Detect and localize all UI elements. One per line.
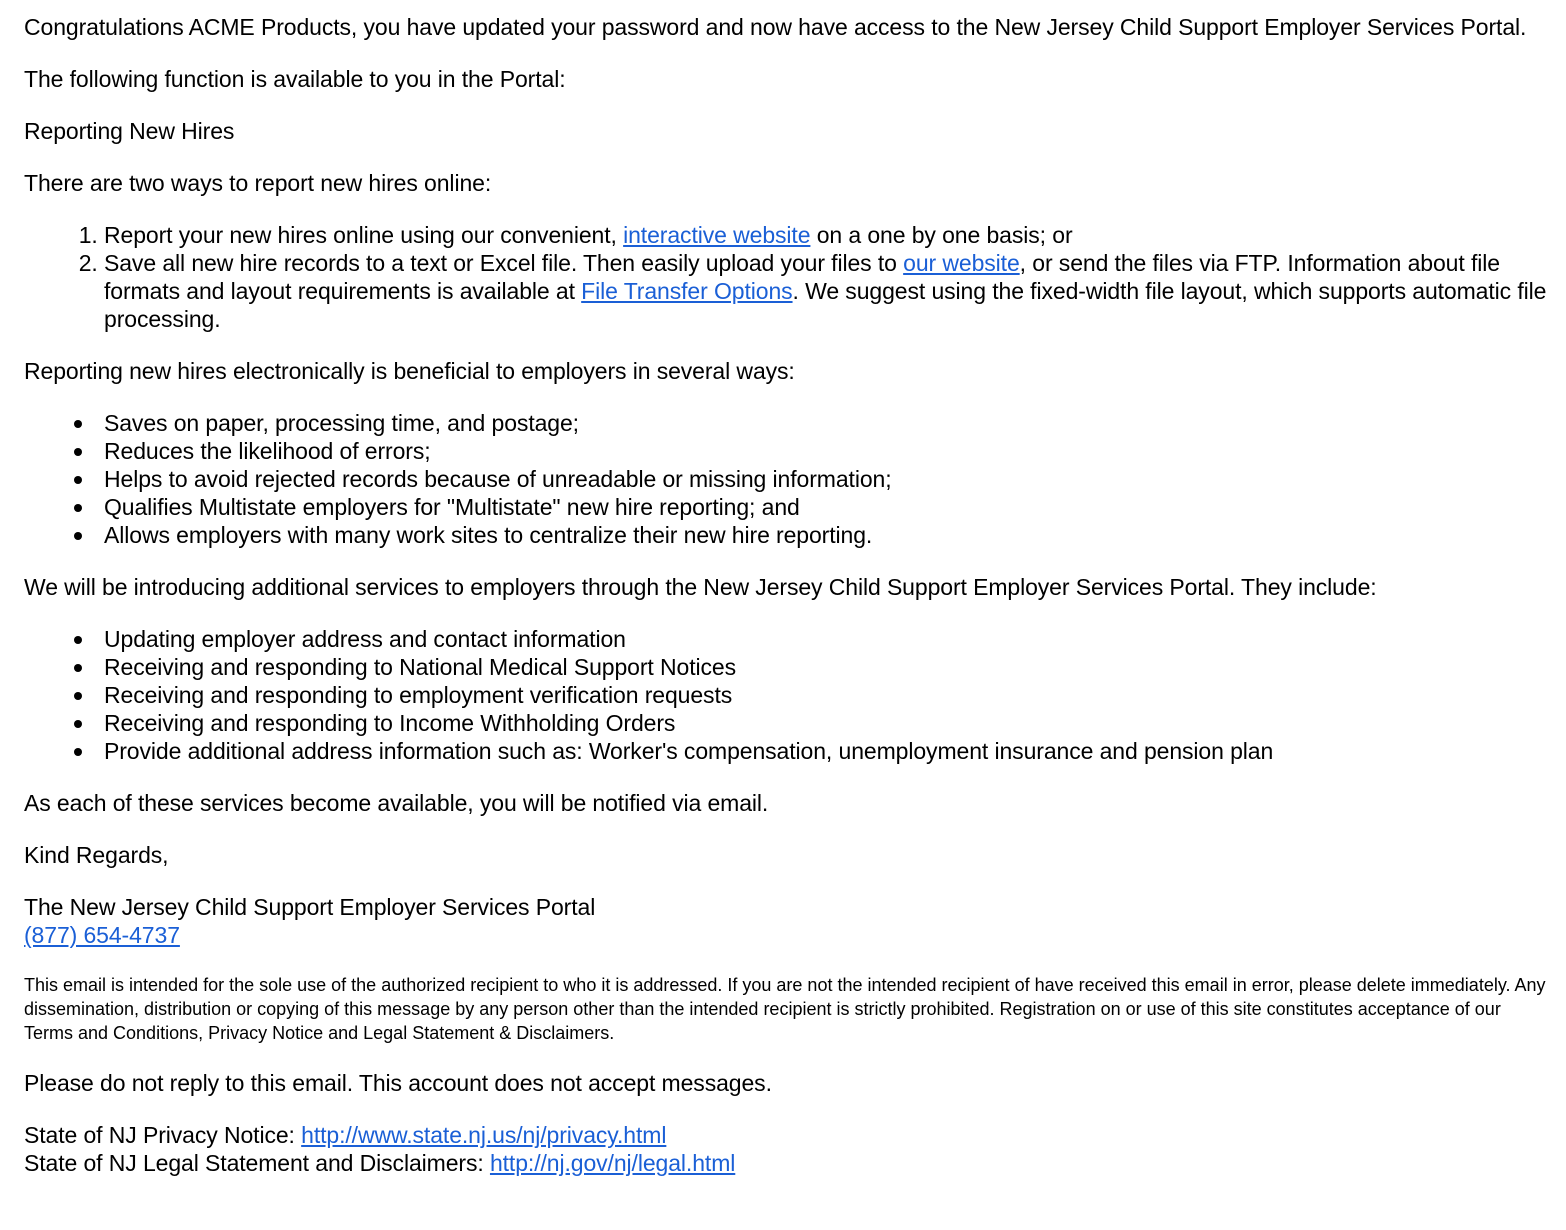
benefits-list — [24, 409, 1548, 549]
benefit-text: Reduces the likelihood of errors; — [104, 438, 431, 464]
benefits-list-item — [104, 493, 1548, 521]
bullet-icon — [74, 476, 82, 484]
services-list — [24, 625, 1548, 765]
privacy-url-link[interactable]: http://www.state.nj.us/nj/privacy.html — [301, 1122, 667, 1148]
services-list-item — [104, 737, 1548, 765]
benefit-text: Allows employers with many work sites to centralize their new hire reporting. — [104, 522, 873, 548]
ways-list — [24, 221, 1548, 333]
bullet-icon — [74, 664, 82, 672]
bullet-icon — [74, 692, 82, 700]
bullet-icon — [74, 420, 82, 428]
signature-name: The New Jersey Child Support Employer Services Portal — [24, 894, 596, 920]
our-website-link[interactable]: our website — [903, 250, 1020, 276]
benefit-text: Saves on paper, processing time, and postage; — [104, 410, 579, 436]
functions-intro: The following function is available to you in the Portal: — [24, 66, 566, 92]
benefits-list-item — [104, 437, 1548, 465]
legal-statement-line — [24, 1149, 1548, 1177]
benefits-intro: Reporting new hires electronically is beneficial to employers in several ways: — [24, 358, 795, 384]
benefit-text: Helps to avoid rejected records because of unreadable or missing information; — [104, 466, 892, 492]
way-2-text-middle: , or send the files via FTP. Information about file formats and layout requirements is available at — [104, 250, 1500, 304]
benefit-text: Qualifies Multistate employers for "Multistate" new hire reporting; and — [104, 494, 800, 520]
bullet-icon — [74, 532, 82, 540]
service-text: Receiving and responding to employment verification requests — [104, 682, 733, 708]
way-1-text-after: on a one by one basis; or — [810, 222, 1073, 248]
service-text: Receiving and responding to National Medical Support Notices — [104, 654, 736, 680]
bullet-icon — [74, 448, 82, 456]
way-1-text-before: Report your new hires online using our convenient, — [104, 222, 624, 248]
file-transfer-options-link[interactable]: File Transfer Options — [581, 278, 793, 304]
legal-label: State of NJ Legal Statement and Disclaimers: — [24, 1150, 490, 1176]
intro-paragraph: Congratulations ACME Products, you have updated your password and now have access to the New Jersey Child Support Employer Services Portal. — [24, 14, 1527, 40]
phone-link[interactable]: (877) 654-4737 — [24, 922, 180, 948]
services-list-item — [104, 625, 1548, 653]
bullet-icon — [74, 748, 82, 756]
services-list-item — [104, 681, 1548, 709]
legal-url-link[interactable]: http://nj.gov/nj/legal.html — [489, 1150, 736, 1176]
no-reply-notice: Please do not reply to this email. This account does not accept messages. — [24, 1070, 772, 1096]
ways-intro: There are two ways to report new hires online: — [24, 170, 492, 196]
way-2-text-before: Save all new hire records to a text or Excel file. Then easily upload your files to — [104, 250, 904, 276]
service-text: Provide additional address information such as: Worker's compensation, unemployment insurance and pension plan — [104, 738, 1274, 764]
way-2-text-after: . We suggest using the fixed-width file layout, which supports automatic file processing. — [104, 278, 1547, 332]
services-intro: We will be introducing additional services to employers through the New Jersey Child Support Employer Services Portal. They include: — [24, 574, 1377, 600]
benefits-list-item — [104, 521, 1548, 549]
service-text: Updating employer address and contact information — [104, 626, 626, 652]
benefits-list-item — [104, 465, 1548, 493]
ways-list-item — [104, 221, 1548, 249]
services-list-item — [104, 709, 1548, 737]
legal-links — [24, 1121, 1548, 1177]
bullet-icon — [74, 720, 82, 728]
function-name: Reporting New Hires — [24, 118, 235, 144]
notify-paragraph: As each of these services become available, you will be notified via email. — [24, 790, 769, 816]
bullet-icon — [74, 636, 82, 644]
bullet-icon — [74, 504, 82, 512]
disclaimer: This email is intended for the sole use of the authorized recipient to who it is addressed. If you are not the intended recipient of have received this email in error, please delete immediately. Any dissemination, distribution or copying of this message by any person other than the intended recipient is strictly prohibited. Registration on or use of this site constitutes acceptance of our Terms and Conditions, Privacy Notice and Legal Statement & Disclaimers. — [24, 975, 1546, 1043]
privacy-label: State of NJ Privacy Notice: — [24, 1122, 302, 1148]
privacy-notice-line — [24, 1121, 1548, 1149]
service-text: Receiving and responding to Income Withholding Orders — [104, 710, 676, 736]
ways-list-item — [104, 249, 1548, 333]
regards: Kind Regards, — [24, 842, 169, 868]
services-list-item — [104, 653, 1548, 681]
benefits-list-item — [104, 409, 1548, 437]
signature — [24, 893, 1548, 949]
interactive-website-link[interactable]: interactive website — [623, 222, 811, 248]
